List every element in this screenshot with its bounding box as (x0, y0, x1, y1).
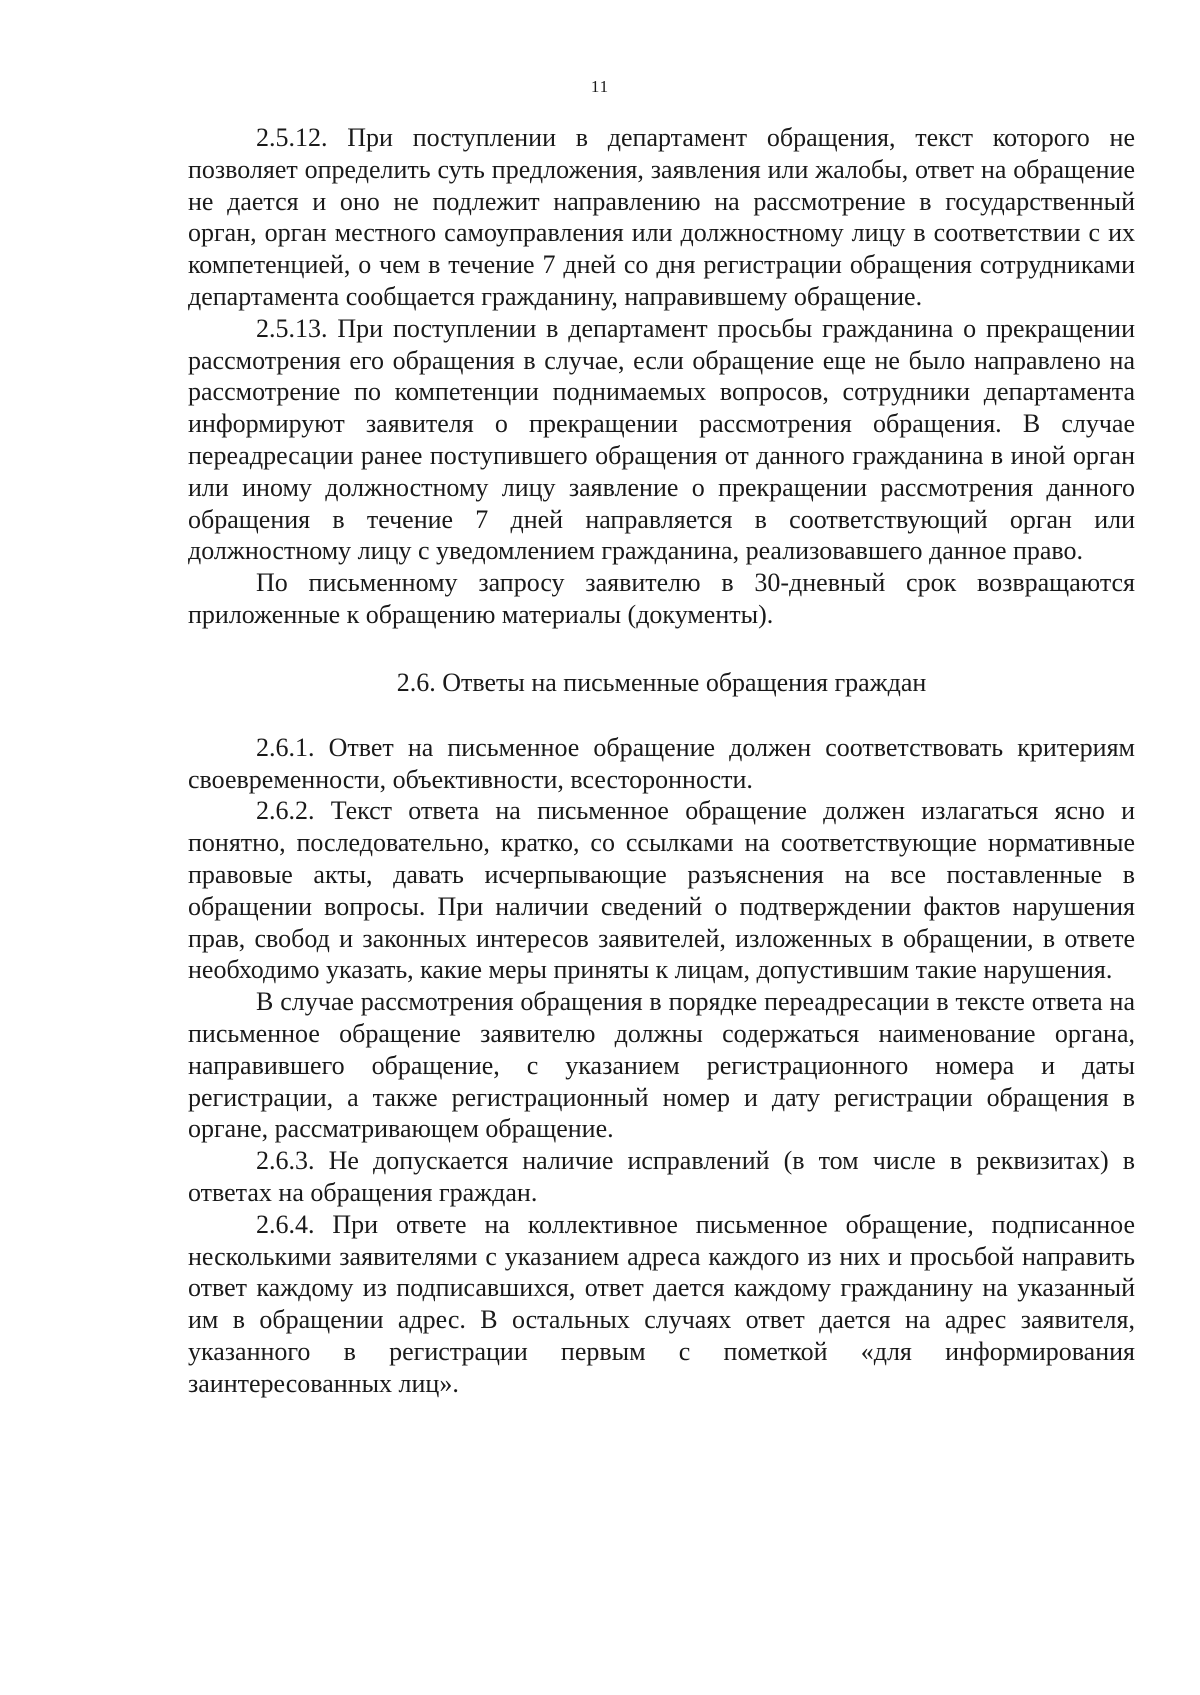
paragraph-readdressing: В случае рассмотрения обращения в порядке переадресации в тексте ответа на письменное обращение заявителю должны содержаться наименование органа, направившего обращение, с указанием регистрационного номера и даты регистрации, а также регистрационный номер и дату регистрации обращения в органе, рассматривающем обращение. (188, 987, 1135, 1144)
paragraph-documents-return: По письменному запросу заявителю в 30-дневный срок возвращаются приложенные к обращению материалы (документы). (188, 568, 1135, 629)
paragraph-2-5-12: 2.5.12. При поступлении в департамент обращения, текст которого не позволяет определить суть предложения, заявления или жалобы, ответ на обращение не дается и оно не подлежит направлению на рассмотрение в государственный орган, орган местного самоуправления или должностному лицу в соответствии с их компетенцией, о чем в течение 7 дней со дня регистрации обращения сотрудниками департамента сообщается гражданину, направившему обращение. (188, 123, 1135, 311)
paragraph-2-6-3: 2.6.3. Не допускается наличие исправлений (в том числе в реквизитах) в ответах на обращения граждан. (188, 1146, 1135, 1207)
paragraph-2-6-2: 2.6.2. Текст ответа на письменное обращение должен излагаться ясно и понятно, последовательно, кратко, со ссылками на соответствующие нормативные правовые акты, давать исчерпывающие разъяснения на все поставленные в обращении вопросы. При наличии сведений о подтверждении фактов нарушения прав, свобод и законных интересов заявителей, изложенных в обращении, в ответе необходимо указать, какие меры приняты к лицам, допустившим такие нарушения. (188, 796, 1135, 985)
paragraph-2-5-13: 2.5.13. При поступлении в департамент просьбы гражданина о прекращении рассмотрения его обращения в случае, если обращение еще не было направлено на рассмотрение по компетенции поднимаемых вопросов, сотрудники департамента информируют заявителя о прекращении рассмотрения обращения. В случае переадресации ранее поступившего обращения от данного гражданина в иной орган или иному должностному лицу заявление о прекращении рассмотрения данного обращения в течение 7 дней направляется в соответствующий орган или должностному лицу с уведомлением гражданина, реализовавшего данное право. (188, 313, 1135, 566)
paragraph-2-6-1: 2.6.1. Ответ на письменное обращение должен соответствовать критериям своевременности, объективности, всесторонности. (188, 732, 1135, 794)
document-body (188, 122, 1135, 1399)
section-heading-2-6: 2.6. Ответы на письменные обращения граждан (396, 667, 927, 697)
page-number: 11 (590, 77, 610, 96)
paragraph-2-6-4: 2.6.4. При ответе на коллективное письменное обращение, подписанное несколькими заявителями с указанием адреса каждого из них и просьбой направить ответ каждому из подписавшихся, ответ дается каждому гражданину на указанный им в обращении адрес. В остальных случаях ответ дается на адрес заявителя, указанного в регистрации первым с пометкой «для информирования заинтересованных лиц». (188, 1209, 1135, 1398)
